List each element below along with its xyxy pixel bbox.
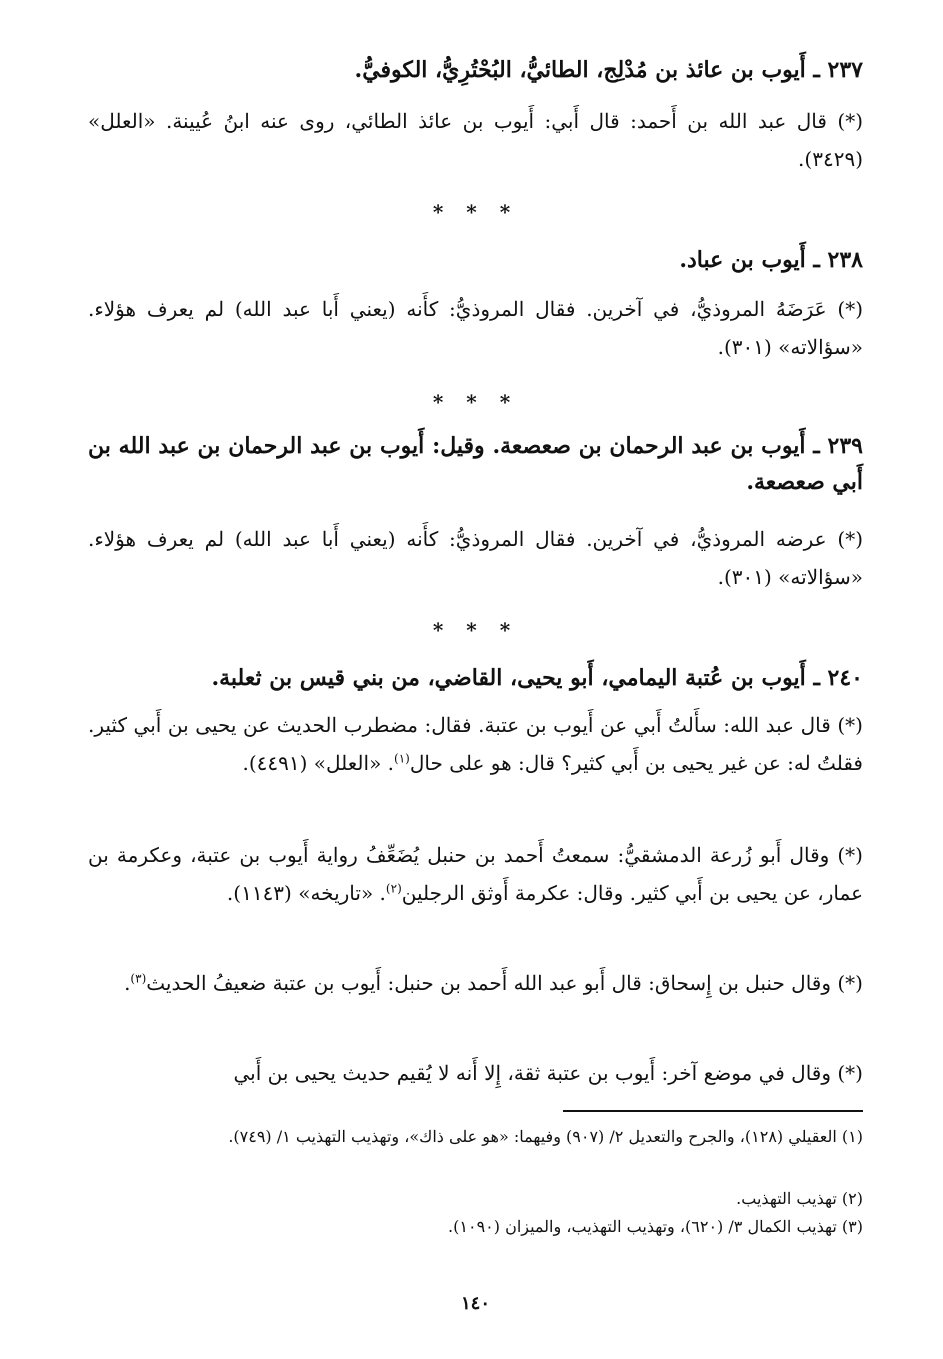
entry-240-p4 (88, 1054, 863, 1092)
entry-240 (88, 660, 863, 696)
separator: * * * (432, 200, 519, 224)
entry-240-p3 (88, 964, 863, 1002)
paragraph (88, 964, 863, 1002)
paragraph (88, 836, 863, 912)
paragraph: (*) وقال في موضع آخر: أَيوب بن عتبة ثقة، إِلا أَنه لا يُقيم حديث يحيى بن أَبي (233, 1061, 863, 1085)
footnote-1: (١) العقيلي (١٢٨)، والجرح والتعديل ٢/ (٩٠٧) وفيهما: «هو على ذاك»، وتهذيب التهذيب ١/ (٧٤٩). (228, 1127, 863, 1146)
footnote-divider (563, 1110, 863, 1112)
entry-240-p2 (88, 836, 863, 912)
paragraph (88, 706, 863, 782)
entry-title: ٢٣٨ ـ أَيوب بن عباد. (679, 247, 863, 273)
entry-238-body (88, 290, 863, 366)
text: . (124, 971, 131, 995)
text: (*) وقال أَبو زُرعة الدمشقيُّ: سمعتُ أَحمد بن حنبل يُضَعِّفُ رواية أَيوب بن عتبة، وعكرمة بن عمار، عن يحيى بن أَبي كثير. وقال: عكرمة أَوثق الرجلين (88, 843, 863, 905)
footnote-ref: (٢) (385, 881, 402, 896)
footnote-ref: (١) (394, 751, 410, 766)
entry-239-body (88, 520, 863, 596)
entry-240-p1 (88, 706, 863, 782)
text: (*) قال عبد الله: سأَلتُ أَبي عن أَيوب بن عتبة. فقال: مضطرب الحديث عن يحيى بن أَبي كثير. فقلتُ له: عن غير يحيى بن أَبي كثير؟ قال: هو على حال (88, 713, 863, 775)
entry-title: ٢٣٩ ـ أَيوب بن عبد الرحمان بن صعصعة. وقيل: أَيوب بن عبد الرحمان بن عبد الله بن أَبي صعصعة. (88, 433, 863, 495)
page-number: ١٤٠ (460, 1293, 490, 1314)
paragraph: (*) عرضه المروذيُّ، في آخرين. فقال المروذيُّ: كأَنه (يعني أَبا عبد الله) لم يعرف هؤلاء. «سؤالاته» (٣٠١). (88, 527, 863, 589)
page (88, 40, 863, 1320)
entry-title: ٢٤٠ ـ أَيوب بن عُتبة اليمامي، أَبو يحيى، القاضي، من بني قيس بن ثعلبة. (211, 665, 863, 691)
text: (*) وقال حنبل بن إِسحاق: قال أَبو عبد الله أَحمد بن حنبل: أَيوب بن عتبة ضعيفُ الحديث (146, 971, 863, 995)
text: . «تاريخه» (١١٤٣). (226, 881, 386, 905)
entry-237 (88, 52, 863, 88)
text: . «العلل» (٤٤٩١). (242, 751, 395, 775)
paragraph: (*) قال عبد الله بن أَحمد: قال أَبي: أَيوب بن عائذ الطائي، روى عنه ابنُ عُيينة. «العلل» (٣٤٢٩). (88, 109, 863, 171)
separator: * * * (432, 390, 519, 414)
entry-237-body (88, 102, 863, 178)
paragraph: (*) عَرَضَهُ المروذيُّ، في آخرين. فقال المروذيُّ: كأَنه (يعني أَبا عبد الله) لم يعرف هؤلاء. «سؤالاته» (٣٠١). (88, 297, 863, 359)
entry-239 (88, 428, 863, 500)
entry-238 (88, 242, 863, 278)
entry-title: ٢٣٧ ـ أَيوب بن عائذ بن مُدْلِج، الطائيُّ، البُحْتُرِيُّ، الكوفيُّ. (354, 57, 863, 83)
footnote-2: (٢) تهذيب التهذيب. (736, 1189, 863, 1208)
footnote-ref: (٣) (130, 971, 147, 986)
footnote-3: (٣) تهذيب الكمال ٣/ (٦٢٠)، وتهذيب التهذيب، والميزان (١٠٩٠). (448, 1217, 863, 1236)
separator: * * * (432, 618, 519, 642)
